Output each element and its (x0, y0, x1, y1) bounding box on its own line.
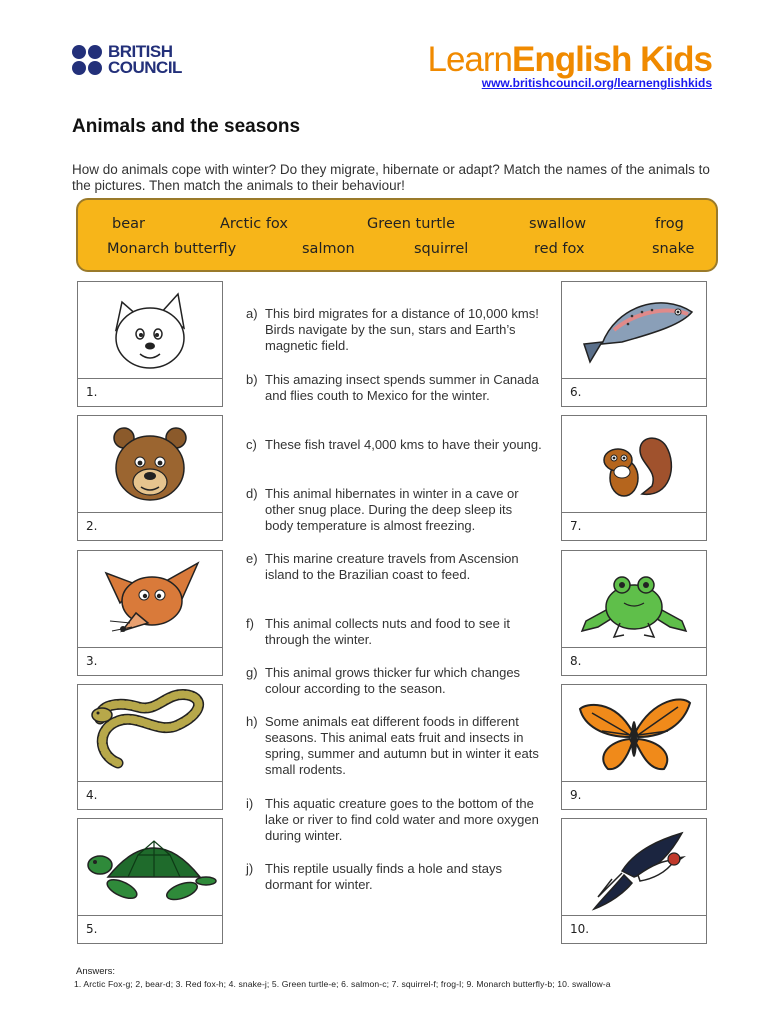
clue-text: These fish travel 4,000 kms to have their young. (265, 437, 542, 452)
answers-label: Answers: (76, 966, 116, 977)
picture-number: 3. (78, 647, 222, 675)
instructions: How do animals cope with winter? Do they migrate, hibernate or adapt? Match the names of the animals to the pictures. Then match the animals to their behaviour! (72, 162, 710, 193)
picture-number: 4. (78, 781, 222, 809)
picture-box-1 (77, 281, 223, 407)
clue-f (246, 616, 542, 648)
picture-box-4 (77, 684, 223, 810)
website-link[interactable]: www.britishcouncil.org/learnenglishkids (481, 76, 712, 90)
clue-text: This marine creature travels from Ascension island to the Brazilian coast to feed. (265, 551, 519, 582)
picture-number: 1. (78, 378, 222, 406)
snake-icon (78, 685, 222, 781)
bc-logo-line2: COUNCIL (108, 58, 182, 77)
word-bank-item: bear (112, 216, 145, 232)
picture-box-3 (77, 550, 223, 676)
page-title: Animals and the seasons (72, 116, 301, 137)
clue-h (246, 714, 542, 778)
answers-text: 1. Arctic Fox-g; 2, bear-d; 3. Red fox-h; 4. snake-j; 5. Green turtle-e; 6. salmon-c; 7. squirrel-f; frog-I; 9. Monarch butterfly-b; 10. swallow-a (74, 979, 611, 989)
british-council-dots-icon (72, 45, 102, 75)
picture-box-2 (77, 415, 223, 541)
clue-text: This aquatic creature goes to the bottom of the lake or river to find cold water and more oxygen during winter. (265, 796, 539, 843)
picture-box-6 (561, 281, 707, 407)
clue-text: This amazing insect spends summer in Canada and flies couth to Mexico for the winter. (265, 372, 539, 403)
clue-letter: f) (246, 616, 254, 631)
picture-number: 6. (562, 378, 706, 406)
clue-b (246, 372, 542, 404)
butterfly-icon (562, 685, 706, 781)
clue-text: This reptile usually finds a hole and stays dormant for winter. (265, 861, 503, 892)
clue-text: Some animals eat different foods in different seasons. This animal eats fruit and insects in spring, summer and autumn but in winter it eats small rodents. (265, 714, 539, 777)
word-bank-item: Green turtle (367, 216, 455, 232)
lek-logo-part1: Learn (427, 40, 513, 79)
green-turtle-icon (78, 819, 222, 915)
clue-text: This animal hibernates in winter in a cave or other snug place. During the deep sleep its body temperature is almost freezing. (265, 486, 519, 533)
picture-number: 9. (562, 781, 706, 809)
clue-a (246, 306, 542, 354)
picture-box-7 (561, 415, 707, 541)
clue-text: This bird migrates for a distance of 10,000 kms! Birds navigate by the sun, stars and Earth’s magnetic field. (265, 306, 539, 353)
word-bank-item: Monarch butterfly (107, 241, 237, 257)
arctic-fox-icon (78, 282, 222, 378)
clue-text: This animal collects nuts and food to see it through the winter. (265, 616, 510, 647)
clue-letter: b) (246, 372, 258, 387)
clue-letter: d) (246, 486, 258, 501)
word-bank-item: swallow (529, 216, 587, 232)
lek-logo-part2: English Kids (512, 40, 712, 79)
picture-number: 8. (562, 647, 706, 675)
word-bank-item: frog (655, 216, 684, 232)
word-bank-item: snake (652, 241, 695, 257)
clue-c (246, 437, 542, 453)
clue-i (246, 796, 542, 844)
word-bank-item: squirrel (414, 241, 469, 257)
picture-number: 5. (78, 915, 222, 943)
frog-icon (562, 551, 706, 647)
picture-number: 10. (562, 915, 706, 943)
clue-e (246, 551, 542, 583)
clue-letter: a) (246, 306, 258, 321)
clue-letter: e) (246, 551, 258, 566)
picture-box-8 (561, 550, 707, 676)
picture-box-5 (77, 818, 223, 944)
british-council-logo (72, 44, 182, 76)
picture-number: 7. (562, 512, 706, 540)
salmon-icon (562, 282, 706, 378)
word-bank-item: salmon (302, 241, 355, 257)
red-fox-icon (78, 551, 222, 647)
word-bank (76, 198, 718, 272)
clue-letter: i) (246, 796, 254, 811)
picture-box-9 (561, 684, 707, 810)
clue-letter: j) (246, 861, 254, 876)
learnenglish-kids-logo (428, 40, 713, 80)
clue-d (246, 486, 542, 534)
clue-j (246, 861, 542, 893)
clue-g (246, 665, 542, 697)
word-bank-item: red fox (534, 241, 585, 257)
bc-logo-line1: BRITISH (108, 42, 173, 61)
clue-letter: h) (246, 714, 258, 729)
clue-letter: c) (246, 437, 257, 452)
clue-text: This animal grows thicker fur which changes colour according to the season. (265, 665, 521, 696)
clue-letter: g) (246, 665, 258, 680)
picture-box-10 (561, 818, 707, 944)
picture-number: 2. (78, 512, 222, 540)
word-bank-item: Arctic fox (220, 216, 288, 232)
squirrel-icon (562, 416, 706, 512)
bear-icon (78, 416, 222, 512)
swallow-icon (562, 819, 706, 915)
